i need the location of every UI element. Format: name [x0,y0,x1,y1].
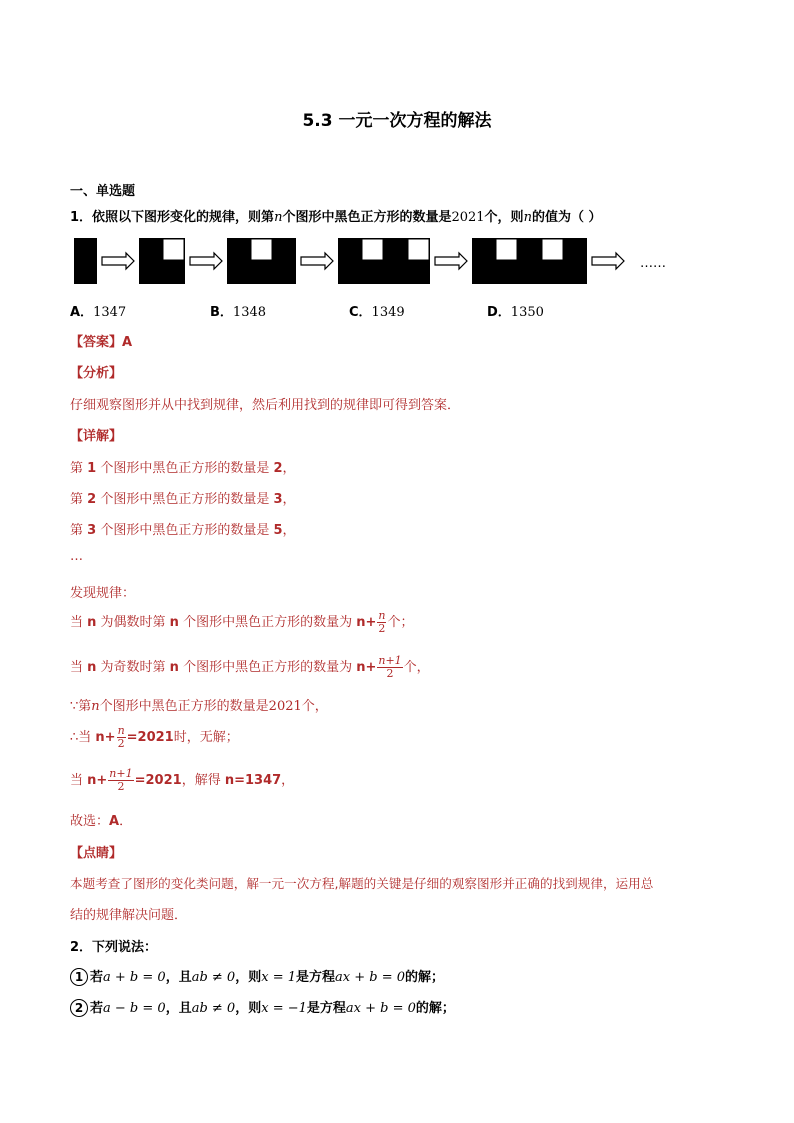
pattern-figure-svg [74,238,674,286]
because-line: ∵第n个图形中黑色正方形的数量是2021个， [70,699,328,714]
fraction: $\frac{n+1}{2}$ [109,767,133,793]
section-heading: 一、单选题 [70,184,136,199]
page-title: 5.3 一元一次方程的解法 [302,111,492,131]
black-square [140,239,162,261]
black-square [542,262,564,284]
black-square [496,262,518,284]
question-2-stem: 2．下列说法： [70,940,158,955]
white-square [163,239,185,261]
choose-line: 故选：A． [70,814,133,829]
black-square [519,262,541,284]
question-number: 2． [70,940,93,955]
black-square [565,239,587,261]
black-square [228,239,250,261]
q2-statement-2: 2 若a − b = 0，且ab ≠ 0，则x = −1是方程ax + b = 0的解； [70,997,455,1017]
black-square [75,239,97,261]
black-square [565,262,587,284]
black-square [519,239,541,261]
detail-line-2: 第 2 个图形中黑色正方形的数量是 3， [70,492,296,507]
rule-even: 当 n 为偶数时第 n 个图形中黑色正方形的数量为 n+ $\frac{n}{2}$ 个； [70,609,414,635]
fraction: $\frac{n}{2}$ [117,724,125,750]
detail-line-3: 第 3 个图形中黑色正方形的数量是 5， [70,523,296,538]
arrow-icon [592,253,624,269]
answer-line: 【答案】A [70,335,133,350]
black-square [75,262,97,284]
black-square [408,262,430,284]
black-square [473,262,495,284]
black-square [385,239,407,261]
rule-odd: 当 n 为奇数时第 n 个图形中黑色正方形的数量为 n+ $\frac{n+1}{2}$ 个， [70,654,430,680]
rule-label: 发现规律： [70,586,136,601]
therefore-line: ∴当 n+ $\frac{n}{2}$ =2021时，无解； [70,724,239,750]
white-square [496,239,518,261]
option-d[interactable]: D．1350 [487,305,544,320]
pattern-figure [74,238,674,286]
comment-line-2: 结的规律解决问题． [70,908,188,923]
arrow-icon [301,253,333,269]
q2-statement-1: 1 若a + b = 0，且ab ≠ 0，则x = 1是方程ax + b = 0的解； [70,966,444,986]
black-square [339,239,361,261]
comment-line-1: 本题考查了图形的变化类问题，解一元一次方程,解题的关键是仔细的观察图形并正确的找到规律，运用总 [70,876,654,891]
black-square [339,262,361,284]
black-square [274,262,296,284]
detail-dots: … [70,549,83,564]
white-square [362,239,384,261]
detail-label: 【详解】 [70,429,123,444]
analysis-text: 仔细观察图形并从中找到规律，然后利用找到的规律即可得到答案． [70,398,461,413]
black-square [473,239,495,261]
black-square [228,262,250,284]
comment-label: 【点睛】 [70,846,123,861]
black-square [140,262,162,284]
white-square [251,239,273,261]
fraction: $\frac{n}{2}$ [378,609,386,635]
circled-number: 2 [70,999,88,1017]
black-square [362,262,384,284]
option-a[interactable]: A．1347 [70,305,127,320]
white-square [408,239,430,261]
black-square [274,239,296,261]
black-square [163,262,185,284]
option-b[interactable]: B．1348 [210,305,267,320]
arrow-icon [435,253,467,269]
analysis-label: 【分析】 [70,366,123,381]
detail-line-1: 第 1 个图形中黑色正方形的数量是 2， [70,461,296,476]
arrow-icon [190,253,222,269]
black-square [251,262,273,284]
black-square [385,262,407,284]
question-number: 1． [70,210,93,225]
question-1-stem: 1．依照以下图形变化的规律，则第n个图形中黑色正方形的数量是2021个，则n的值为（ ） [70,210,602,225]
fraction: $\frac{n+1}{2}$ [378,654,402,680]
solve-line: 当 n+ $\frac{n+1}{2}$ =2021，解得 n=1347， [70,767,295,793]
arrow-icon [102,253,134,269]
white-square [542,239,564,261]
pattern-ellipsis: …… [640,256,666,271]
option-c[interactable]: C．1349 [349,305,405,320]
circled-number: 1 [70,968,88,986]
